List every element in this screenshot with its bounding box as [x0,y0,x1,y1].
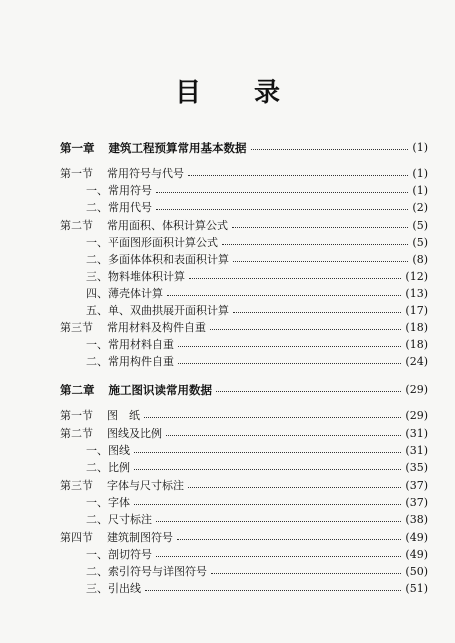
toc-entry-page: (29) [405,383,428,396]
toc-entry [86,581,428,597]
toc-entry-page: (1) [412,141,428,154]
toc-entry-page: (2) [412,201,428,214]
toc-entry [60,408,428,424]
toc-entry-page: (18) [405,321,428,334]
toc-entry-page: (31) [405,444,428,457]
toc-entry-title [60,530,173,546]
page-title: 目 录 [174,78,303,108]
toc-entry-page: (49) [405,531,428,544]
toc-entry-page: (17) [405,304,428,317]
dot-leader [134,443,401,453]
toc-entry-title [86,235,218,251]
toc-entry-label: 第二章 [60,383,95,397]
toc-entry-page: (1) [412,167,428,180]
toc-entry-text: 图 纸 [107,409,140,422]
toc-entry-page: (8) [412,253,428,266]
toc-entry [60,166,428,182]
toc-entry-text: 常用符号与代号 [107,167,184,180]
dot-leader [167,286,401,296]
toc-entry [86,337,428,353]
toc-entry-title [60,166,184,182]
toc-entry-title [60,382,212,398]
toc-entry-page: (24) [405,355,428,368]
toc-entry [86,303,428,319]
toc-entry [60,426,428,442]
toc-entry-page: (35) [405,461,428,474]
dot-leader [134,495,401,505]
toc-entry-title [60,426,162,442]
toc-entry-title [86,512,152,528]
dot-leader [134,460,401,470]
toc-entry-title [86,460,130,476]
dot-leader [188,478,401,488]
toc-entry-page: (5) [412,236,428,249]
dot-leader [177,530,401,540]
toc-entry-title [86,354,174,370]
toc-entry-label: 第一章 [60,141,95,155]
dot-leader [232,218,408,228]
dot-leader [178,337,401,347]
toc-entry-text: 一、剖切符号 [86,548,152,561]
toc-entry-title [86,581,141,597]
dot-leader [211,564,401,574]
toc-entry-title [86,303,229,319]
toc-entry-label: 第四节 [60,531,93,544]
toc-entry [86,200,428,216]
toc-entry-title [86,252,229,268]
toc-entry [86,354,428,370]
toc-entry-title [60,218,228,234]
toc-entry-text: 一、平面图形面积计算公式 [86,236,218,249]
toc-entry [60,218,428,234]
toc-entry-text: 建筑制图符号 [107,531,173,544]
toc-entry-label: 第三节 [60,321,93,334]
toc-entry [86,564,428,580]
toc-entry-text: 二、比例 [86,461,130,474]
toc-entry-page: (37) [405,479,428,492]
toc-entry [86,286,428,302]
toc-entry-text: 图线及比例 [107,427,162,440]
dot-leader [156,183,408,193]
toc-entry [60,382,428,398]
toc-entry-label: 第一节 [60,167,93,180]
toc-entry-title [86,183,152,199]
toc-entry-text: 常用面积、体积计算公式 [107,219,228,232]
dot-leader [233,252,408,262]
dot-leader [233,303,401,313]
dot-leader [222,235,408,245]
toc-entry-text: 施工图识读常用数据 [108,383,212,397]
dot-leader [210,320,401,330]
toc-entry-title [60,408,140,424]
toc-entry-page: (13) [405,287,428,300]
toc-entry-text: 三、物料堆体积计算 [86,270,185,283]
toc-entry [86,252,428,268]
toc-entry-title [86,495,130,511]
dot-leader [166,426,401,436]
toc-entry-text: 建筑工程预算常用基本数据 [108,141,247,155]
toc-entry-page: (1) [412,184,428,197]
toc-entry [86,495,428,511]
toc-entry [86,443,428,459]
toc-entry-page: (5) [412,219,428,232]
toc-entry-title [86,564,207,580]
toc-entry-text: 二、常用代号 [86,201,152,214]
toc-entry-text: 一、图线 [86,444,130,457]
toc-entry [86,183,428,199]
toc-entry [60,320,428,336]
toc-entry-page: (38) [405,513,428,526]
toc-entry-page: (18) [405,338,428,351]
toc-entry-page: (50) [405,565,428,578]
toc-entry-text: 字体与尺寸标注 [107,479,184,492]
toc-entry [60,478,428,494]
toc-entry-title [86,443,130,459]
dot-leader [156,512,401,522]
dot-leader [145,581,401,591]
dot-leader [156,547,401,557]
toc-entry-title [86,286,163,302]
toc-entry-title [86,200,152,216]
dot-leader [156,200,408,210]
toc-entry-label: 第三节 [60,479,93,492]
toc-entry-page: (31) [405,427,428,440]
toc-entry-text: 常用材料及构件自重 [107,321,206,334]
toc-entry-label: 第二节 [60,219,93,232]
toc-entry [86,269,428,285]
toc-entry-page: (49) [405,548,428,561]
dot-leader [144,408,401,418]
toc-entry [60,140,428,156]
toc-entry [60,530,428,546]
toc-entry-text: 一、字体 [86,496,130,509]
toc-entry [86,460,428,476]
toc-entry-page: (12) [405,270,428,283]
dot-leader [188,166,408,176]
toc-entry-text: 二、尺寸标注 [86,513,152,526]
toc-entry-text: 五、单、双曲拱展开面积计算 [86,304,229,317]
toc-entry-page: (51) [405,582,428,595]
toc-entry [86,547,428,563]
toc-entry-label: 第一节 [60,409,93,422]
toc-entry-title [60,320,206,336]
dot-leader [178,354,401,364]
toc-entry-text: 二、索引符号与详图符号 [86,565,207,578]
toc-entry [86,512,428,528]
toc-entry-text: 二、多面体体积和表面积计算 [86,253,229,266]
toc-entry-title [86,547,152,563]
toc-entry-label: 第二节 [60,427,93,440]
toc-entry-text: 二、常用构件自重 [86,355,174,368]
dot-leader [189,269,401,279]
toc-entry-page: (29) [405,409,428,422]
toc-entry-page: (37) [405,496,428,509]
toc-entry-text: 一、常用材料自重 [86,338,174,351]
toc-entry-text: 三、引出线 [86,582,141,595]
dot-leader [251,140,409,150]
toc-entry-title [60,140,247,156]
toc-entry-text: 一、常用符号 [86,184,152,197]
toc-entry-title [60,478,184,494]
toc-entry-title [86,337,174,353]
toc-entry-title [86,269,185,285]
toc-entry-text: 四、薄壳体计算 [86,287,163,300]
toc-entry [86,235,428,251]
dot-leader [216,382,401,392]
